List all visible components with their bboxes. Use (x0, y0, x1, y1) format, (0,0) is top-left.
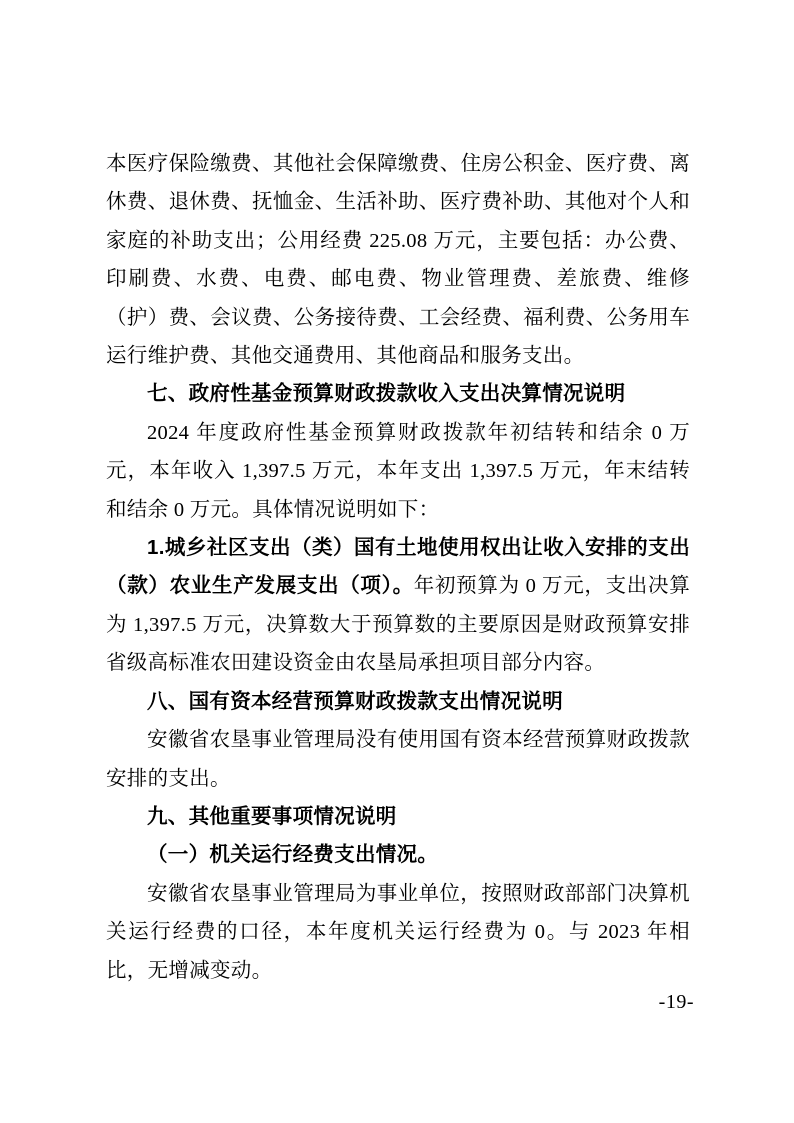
text-segment: 安徽省农垦事业管理局没有使用国有资本经营预算财政拨款安排的支出。 (106, 729, 690, 790)
paragraph (106, 529, 690, 683)
bold-text-segment: 八、国有资本经营预算财政拨款支出情况说明 (147, 689, 563, 713)
bold-text-segment: 1.城乡社区支出（类）国有土地使用权出让收入安排的支出（款）农业生产发展支出（项）。 (106, 536, 690, 598)
paragraph (106, 145, 690, 375)
paragraph (106, 721, 690, 798)
bold-text-segment: （一）机关运行经费支出情况。 (147, 843, 439, 867)
text-segment: 2024 年度政府性基金预算财政拨款年初结转和结余 0 万元，本年收入 1,397.5 万元，本年支出 1,397.5 万元，年末结转和结余 0 万元。具体情况说明如下： (106, 421, 690, 521)
paragraph (106, 414, 690, 529)
section-heading (106, 798, 690, 836)
text-segment: 本医疗保险缴费、其他社会保障缴费、住房公积金、医疗费、离休费、退休费、抚恤金、生活补助、医疗费补助、其他对个人和家庭的补助支出；公用经费 225.08 万元，主要包括：办公费、印刷费、水费、电费、邮电费、物业管理费、差旅费、维修（护）费、会议费、公务接待费、工会经费、福利费、公务用车运行维护费、其他交通费用、其他商品和服务支出。 (106, 153, 690, 368)
section-heading (106, 836, 690, 874)
text-segment: 安徽省农垦事业管理局为事业单位，按照财政部部门决算机关运行经费的口径，本年度机关运行经费为 0。与 2023 年相比，无增减变动。 (106, 882, 690, 982)
bold-text-segment: 九、其他重要事项情况说明 (147, 804, 397, 828)
section-heading (106, 683, 690, 721)
bold-text-segment: 七、政府性基金预算财政拨款收入支出决算情况说明 (147, 382, 626, 406)
section-heading (106, 375, 690, 413)
text-segment: 年初预算为 0 万元，支出决算为 1,397.5 万元，决算数大于预算数的主要原因是财政预算安排省级高标准农田建设资金由农垦局承担项目部分内容。 (106, 575, 691, 675)
paragraph (106, 875, 690, 990)
document-content (106, 145, 690, 990)
page-number: -19- (658, 991, 694, 1013)
